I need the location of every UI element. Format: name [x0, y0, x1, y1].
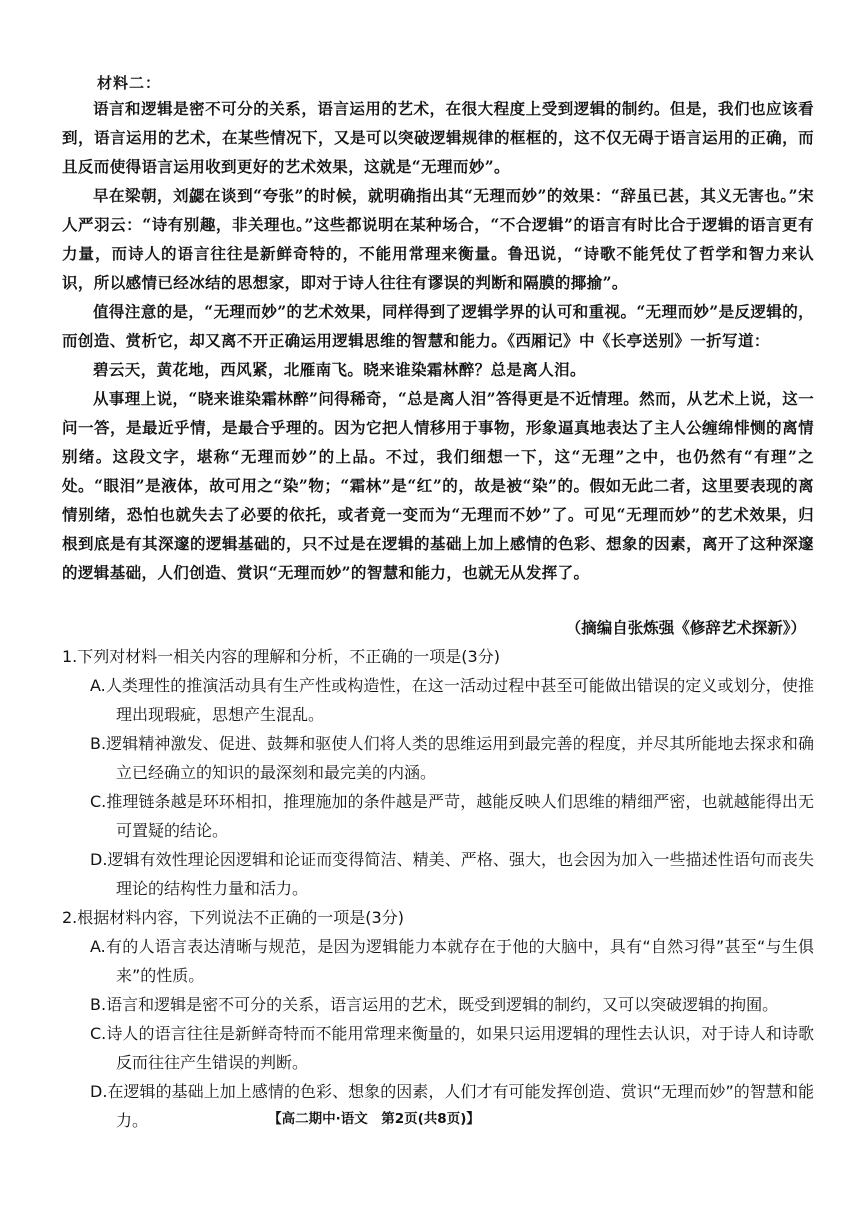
source-citation: （摘编自张炼强《修辞艺术探新》）	[565, 618, 806, 637]
question-1	[62, 642, 814, 903]
question-stem: 1.下列对材料一相关内容的理解和分析，不正确的一项是(3分)	[62, 647, 500, 666]
question-2	[62, 903, 814, 1135]
page-footer: 【高二期中·语文 第2页(共8页)】	[268, 1111, 480, 1127]
material-paragraph: 值得注意的是，“无理而妙”的艺术效果，同样得到了逻辑学界的认可和重视。“无理而妙”是反逻辑的，而创造、赏析它，却又离不开正确运用逻辑思维的智慧和能力。《西厢记》中《长亭送别》一折写道：	[62, 302, 814, 350]
question-stem: 2.根据材料内容，下列说法不正确的一项是(3分)	[62, 908, 404, 927]
option-a: A.人类理性的推演活动具有生产性或构造性，在这一活动过程中甚至可能做出错误的定义或划分，使推理出现瑕疵，思想产生混乱。	[90, 676, 814, 724]
option-b: B.逻辑精神激发、促进、鼓舞和驱使人们将人类的思维运用到最完善的程度，并尽其所能地去探求和确立已经确立的知识的最深刻和最完美的内涵。	[90, 734, 814, 782]
material-text	[62, 94, 814, 587]
option-c: C.推理链条越是环环相扣，推理施加的条件越是严苛，越能反映人们思维的精细严密，也就越能得出无可置疑的结论。	[90, 792, 814, 840]
question-list	[62, 642, 814, 1135]
material-paragraph: 语言和逻辑是密不可分的关系，语言运用的艺术，在很大程度上受到逻辑的制约。但是，我们也应该看到，语言运用的艺术，在某些情况下，又是可以突破逻辑规律的框框的，这不仅无碍于语言运用的正确，而且反而使得语言运用收到更好的艺术效果，这就是“无理而妙”。	[62, 99, 814, 176]
option-b: B.语言和逻辑是密不可分的关系，语言运用的艺术，既受到逻辑的制约，又可以突破逻辑的拘囿。	[90, 995, 779, 1014]
option-c: C.诗人的语言往往是新鲜奇特而不能用常理来衡量的，如果只运用逻辑的理性去认识，对于诗人和诗歌反而往往产生错误的判断。	[90, 1024, 814, 1072]
quoted-poem: 碧云天，黄花地，西风紧，北雁南飞。晓来谁染霜林醉？总是离人泪。	[93, 360, 586, 379]
material-paragraph: 早在梁朝，刘勰在谈到“夸张”的时候，就明确指出其“无理而妙”的效果：“辞虽已甚，其义无害也。”宋人严羽云：“诗有别趣，非关理也。”这些都说明在某种场合，“不合逻辑”的语言有时比合于逻辑的语言更有力量，而诗人的语言往往是新鲜奇特的，不能用常理来衡量。鲁迅说，“诗歌不能凭仗了哲学和智力来认识，所以感情已经冰结的思想家，即对于诗人往往有谬误的判断和隔膜的揶揄”。	[62, 186, 814, 292]
material-paragraph: 从事理上说，“晓来谁染霜林醉”问得稀奇，“总是离人泪”答得更是不近情理。然而，从艺术上说，这一问一答，是最近乎情，是最合乎理的。因为它把人情移用于事物，形象逼真地表达了主人公缠绵悱恻的离情别绪。这段文字，堪称“无理而妙”的上品。不过，我们细想一下，这“无理”之中，也仍然有“有理”之处。“眼泪”是液体，故可用之“染”物；“霜林”是“红”的，故是被“染”的。假如无此二者，这里要表现的离情别绪，恐怕也就失去了必要的依托，或者竟一变而为“无理而不妙”了。可见“无理而妙”的艺术效果，归根到底是有其深邃的逻辑基础的，只不过是在逻辑的基础上加上感情的色彩、想象的因素，离开了这种深邃的逻辑基础，人们创造、赏识“无理而妙”的智慧和能力，也就无从发挥了。	[62, 389, 814, 582]
material-title: 材料二：	[97, 74, 162, 92]
option-a: A.有的人语言表达清晰与规范，是因为逻辑能力本就存在于他的大脑中，具有“自然习得”甚至“与生俱来”的性质。	[90, 937, 814, 985]
option-d: D.逻辑有效性理论因逻辑和论证而变得简洁、精美、严格、强大，也会因为加入一些描述性语句而丧失理论的结构性力量和活力。	[90, 850, 814, 898]
option-d: D.在逻辑的基础上加上感情的色彩、想象的因素，人们才有可能发挥创造、赏识“无理而妙”的智慧和能力。	[90, 1082, 814, 1130]
